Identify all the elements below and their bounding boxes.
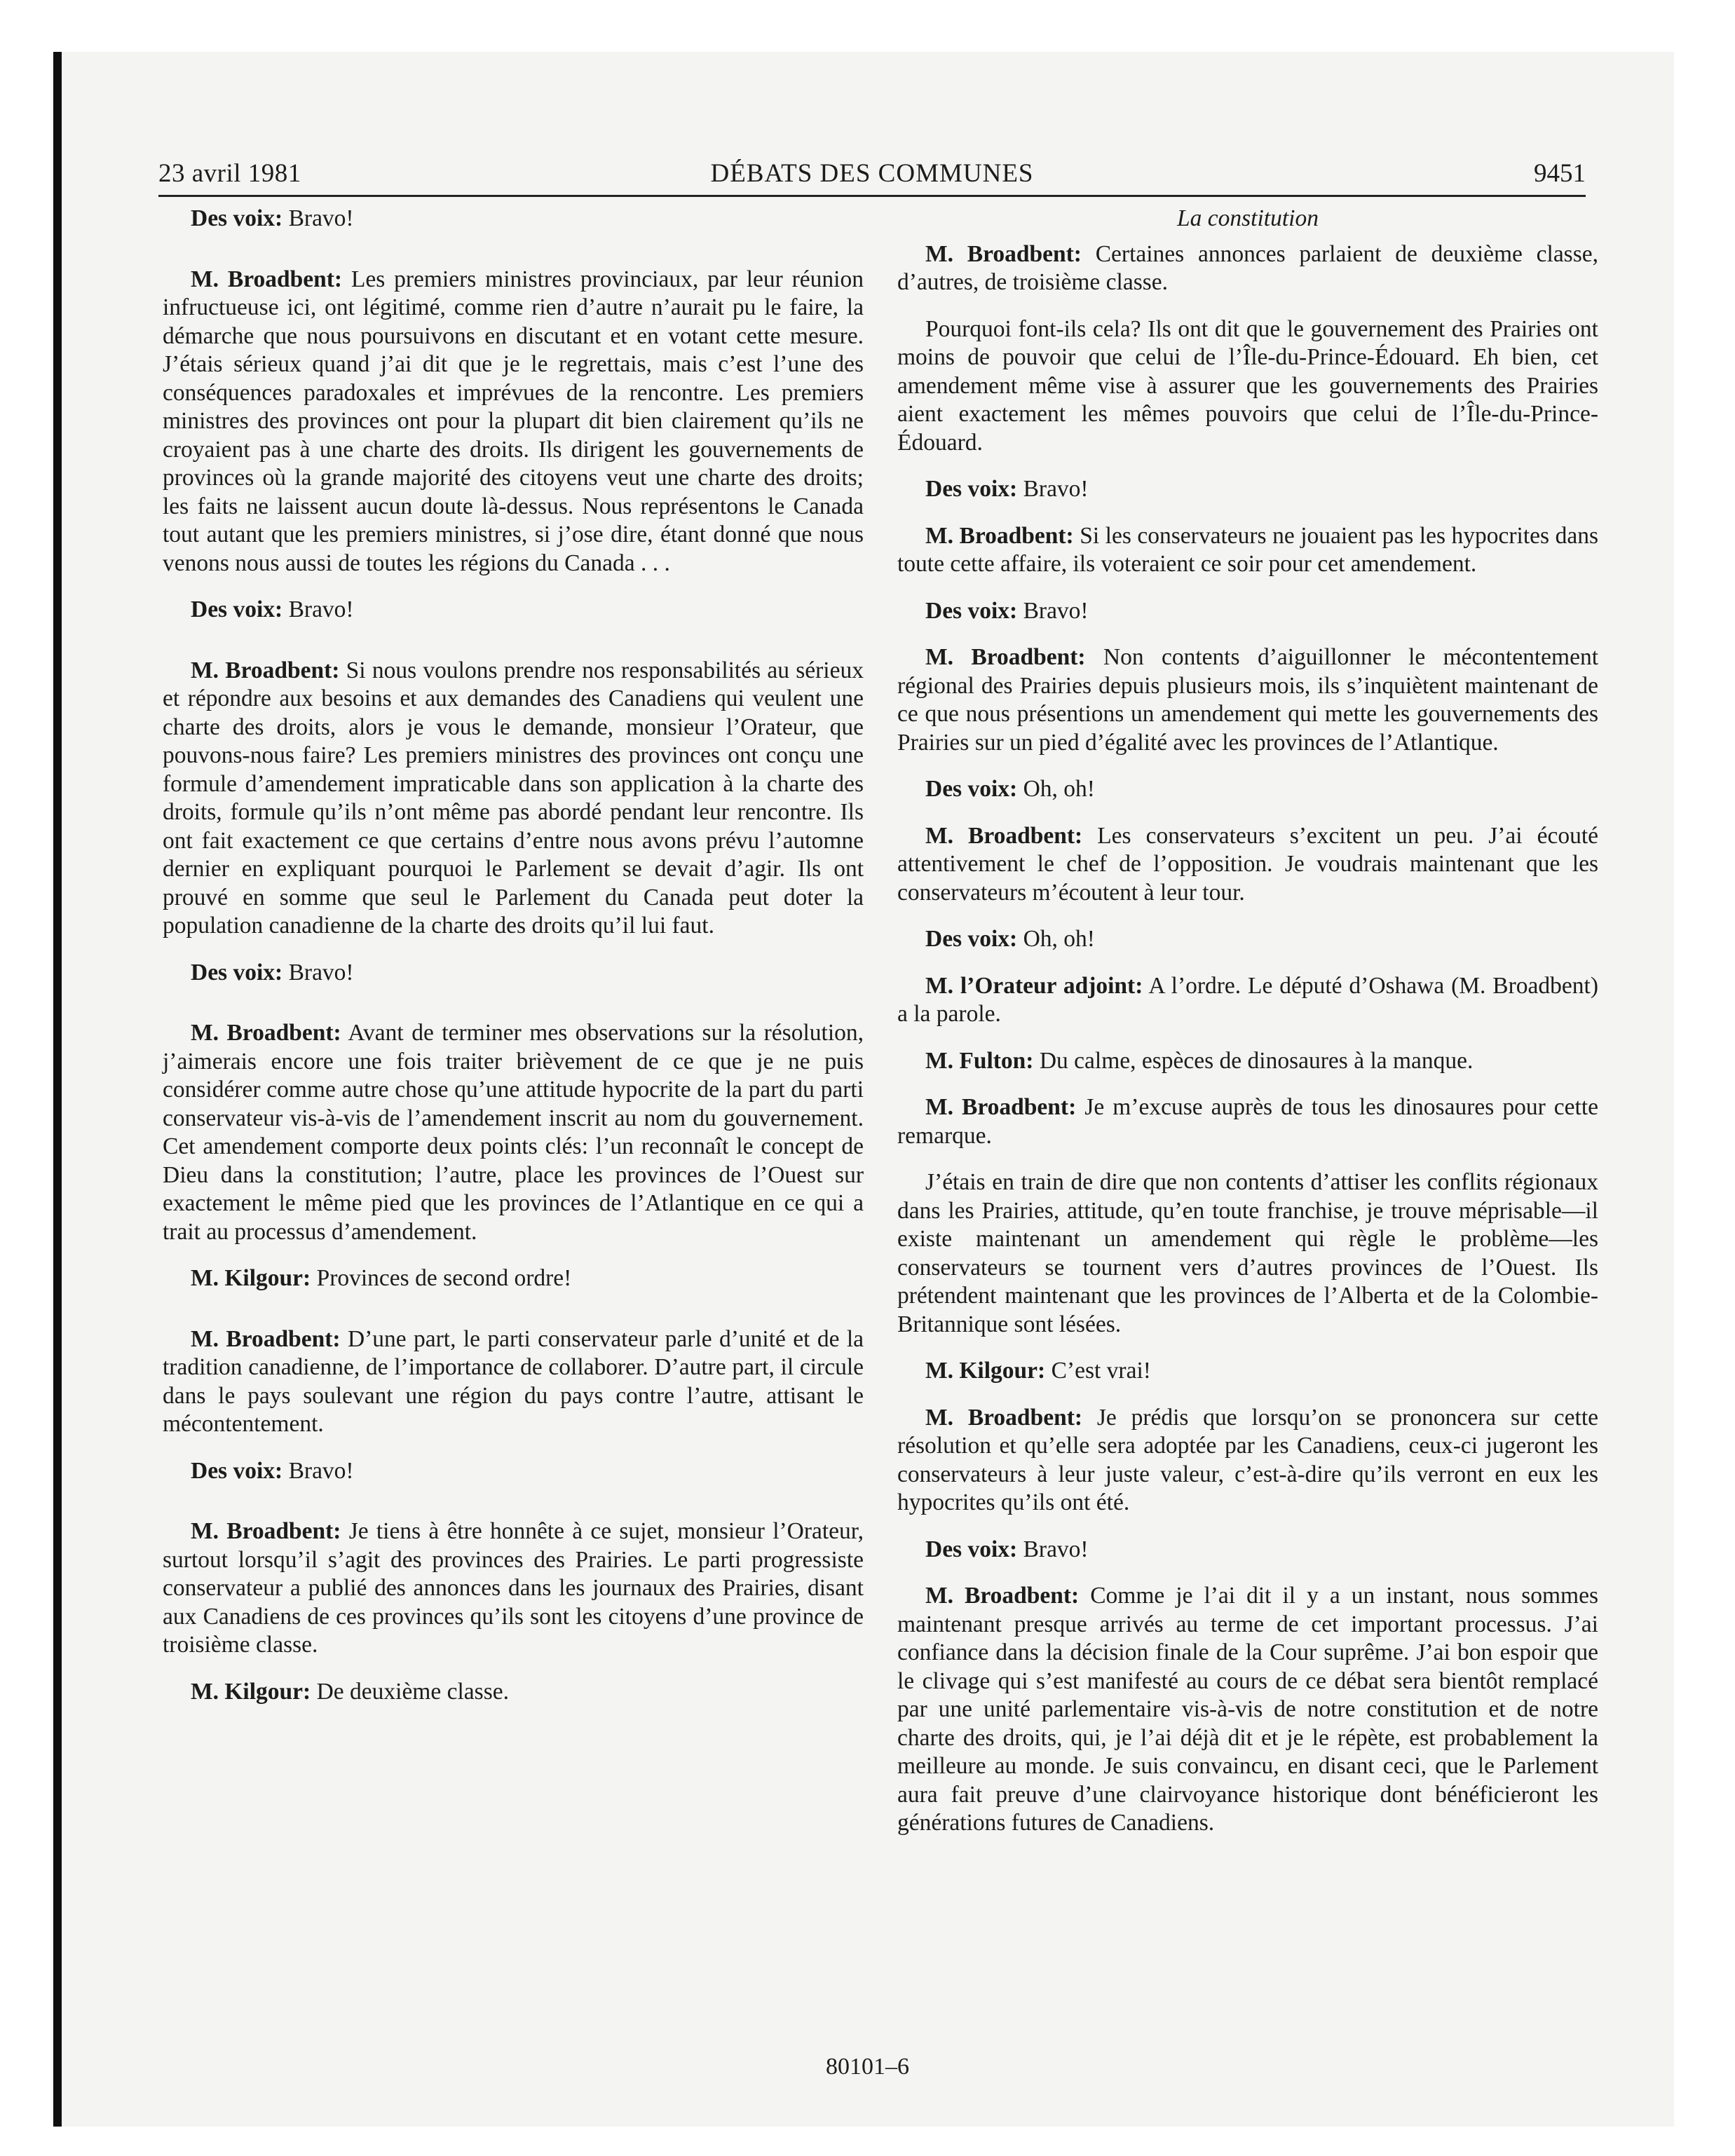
- header-date: 23 avril 1981: [158, 159, 301, 188]
- speech-text: Je tiens à être honnête à ce sujet, monsieur l’Orateur, surtout lorsqu’il s’agit des provinces des Prairies. Le parti progressiste conservateur a publié des annonces dans les journaux des Prairies, disant aux Canadiens de ces provinces qu’ils sont les citoyens d’une province de troisième classe.: [163, 1518, 864, 1658]
- speech-text: Si nous voulons prendre nos responsabilités au sérieux et répondre aux besoins et aux demandes des Canadiens qui veulent une charte des droits, alors je vous le demande, monsieur l’Orateur, que pouvons-nous faire? Les premiers ministres des provinces ont conçu une formule d’amendement impraticable dans son application à la charte des droits, formule qu’ils n’ont même pas abordé pendant leur rencontre. Ils ont fait exactement ce que certains d’entre nous avons prévu l’automne dernier en expliquant pourquoi le Parlement se devait d’agir. Ils ont prouvé en somme que seul le Parlement du Canada peut doter la population canadienne de la charte des droits qu’il lui faut.: [163, 657, 864, 939]
- speech-paragraph: [897, 597, 1598, 626]
- right-column: [897, 205, 1598, 1856]
- speaker-name: M. Broadbent:: [925, 822, 1083, 849]
- speaker-name: Des voix:: [925, 597, 1018, 624]
- speech-paragraph: [897, 1047, 1598, 1076]
- section-title: La constitution: [1177, 205, 1319, 231]
- speech-paragraph: [897, 775, 1598, 804]
- speech-text: Bravo!: [1023, 476, 1089, 502]
- speech-text: Certaines annonces parlaient de deuxième classe, d’autres, de troisième classe.: [897, 240, 1599, 295]
- speech-text: Bravo!: [288, 959, 354, 985]
- speech-paragraph: [163, 1457, 864, 1486]
- header-page-number: 9451: [1534, 159, 1586, 188]
- speech-text: Non contents d’aiguillonner le mécontentement régional des Prairies depuis plusieurs mois, ils s’inquiètent maintenant de ce que nous présentions un amendement qui mette les gouvernements des Prairies sur un pied d’égalité avec les provinces de l’Atlantique.: [897, 644, 1599, 756]
- speaker-name: M. Fulton:: [925, 1047, 1034, 1074]
- speech-text: Les premiers ministres provinciaux, par leur réunion infructueuse ici, ont légitimé, comme rien d’autre n’aurait pu le faire, la démarche que nous poursuivons en discutant et en votant cette mesure. J’étais sérieux quand j’ai dit que je le regrettais, mais c’est l’une des conséquences paradoxales et imprévues de la rencontre. Les premiers ministres des provinces ont pour la plupart dit bien clairement qu’ils ne croyaient pas à une charte des droits. Ils dirigent les gouvernements de provinces où la grande majorité des citoyens veut une charte des droits; les faits ne laissent aucun doute là-dessus. Nous représentons le Canada tout autant que les premiers ministres, si j’ose dire, étant donné que nous venons nous aussi de toutes les régions du Canada . . .: [163, 266, 864, 576]
- speaker-name: M. Broadbent:: [191, 1325, 341, 1352]
- speech-text: C’est vrai!: [1051, 1358, 1151, 1384]
- speaker-name: M. Broadbent:: [925, 1094, 1077, 1120]
- speech-text: Du calme, espèces de dinosaures à la manque.: [1039, 1047, 1474, 1074]
- speaker-name: Des voix:: [925, 476, 1018, 502]
- speech-text: De deuxième classe.: [316, 1678, 509, 1705]
- speaker-name: M. Broadbent:: [925, 522, 1074, 549]
- speaker-name: Des voix:: [925, 926, 1018, 952]
- speech-paragraph: [163, 1264, 864, 1293]
- speech-paragraph: [897, 1093, 1598, 1150]
- speaker-name: M. Broadbent:: [925, 1583, 1080, 1609]
- speech-paragraph: [897, 1582, 1598, 1838]
- speech-paragraph: [897, 1357, 1598, 1386]
- speech-paragraph: [163, 1019, 864, 1246]
- footer-code: 80101–6: [826, 2054, 909, 2080]
- speech-text: J’étais en train de dire que non contents d’attiser les conflits régionaux dans les Prairies, attitude, qu’en toute franchise, je trouve méprisable—il existe maintenant un amendement qui règle le problème—les conservateurs se tournent vers d’autres provinces de l’Ouest. Ils prétendent maintenant que les provinces de l’Alberta et de la Colombie-Britannique sont lésées.: [897, 1169, 1598, 1337]
- speech-text: Si les conservateurs ne jouaient pas les hypocrites dans toute cette affaire, ils voteraient ce soir pour cet amendement.: [897, 522, 1598, 577]
- speech-paragraph: [163, 205, 864, 233]
- speech-paragraph: [163, 1678, 864, 1707]
- speech-text: Bravo!: [1023, 1536, 1089, 1562]
- speaker-name: Des voix:: [925, 776, 1018, 802]
- speech-paragraph: [897, 475, 1598, 504]
- speech-text: Provinces de second ordre!: [316, 1265, 572, 1291]
- speaker-name: M. Broadbent:: [191, 266, 343, 292]
- speaker-name: M. Broadbent:: [925, 644, 1086, 670]
- speaker-name: M. Broadbent:: [191, 1020, 341, 1046]
- speech-text: Avant de terminer mes observations sur la résolution, j’aimerais encore une fois traiter brièvement de ce que je ne puis considérer comme autre chose qu’une attitude hypocrite de la part du parti conservateur vis-à-vis de l’amendement inscrit au nom du gouvernement. Cet amendement comporte deux points clés: l’un reconnaît le concept de Dieu dans la constitution; l’autre, place les provinces de l’Ouest sur exactement le même pied que les provinces de l’Atlantique en ce qui a trait au processus d’amendement.: [163, 1020, 864, 1245]
- speaker-name: Des voix:: [191, 1457, 283, 1484]
- left-column: [163, 205, 864, 1738]
- speaker-name: M. l’Orateur adjoint:: [925, 972, 1143, 999]
- header-title: DÉBATS DES COMMUNES: [710, 159, 1034, 188]
- speech-paragraph: [897, 315, 1598, 458]
- speech-text: Je prédis que lorsqu’on se prononcera sur cette résolution et qu’elle sera adoptée par les Canadiens, ceux-ci jugeront les conservateurs à leur juste valeur, c’est-à-dire qu’ils verront en eux les hypocrites qu’ils ont été.: [897, 1404, 1598, 1515]
- speech-paragraph: [163, 1517, 864, 1660]
- speech-paragraph: [163, 596, 864, 625]
- speech-paragraph: [163, 1325, 864, 1439]
- page-header: [158, 156, 1586, 197]
- speech-text: Comme je l’ai dit il y a un instant, nous sommes maintenant presque arrivés au terme de cet important processus. J’ai confiance dans la décision finale de la Cour suprême. J’ai bon espoir que le clivage qui s’est manifesté au cours de ce débat sera bientôt remplacé par une unité parlementaire vis-à-vis de notre constitution et de notre charte des droits, qui, je l’ai déjà dit et je le répète, est probablement la meilleure au monde. Je suis convaincu, en disant ceci, que le Parlement aura fait preuve d’une clairvoyance historique dont bénéficieront les générations futures de Canadiens.: [897, 1583, 1599, 1836]
- speech-text: Oh, oh!: [1023, 776, 1095, 802]
- speaker-name: M. Kilgour:: [191, 1678, 311, 1705]
- speaker-name: M. Broadbent:: [191, 1518, 341, 1544]
- speech-text: Oh, oh!: [1023, 926, 1095, 952]
- speech-text: Bravo!: [1023, 597, 1089, 624]
- speech-text: Pourquoi font-ils cela? Ils ont dit que le gouvernement des Prairies ont moins de pouvoir que celui de l’Île-du-Prince-Édouard. Eh bien, cet amendement même vise à assurer que les gouvernements des Prairies aient exactement les mêmes pouvoirs que celui de l’Île-du-Prince-Édouard.: [897, 315, 1598, 456]
- speech-text: Bravo!: [288, 1457, 354, 1484]
- speech-paragraph: [897, 822, 1598, 908]
- speech-paragraph: [897, 1404, 1598, 1517]
- speaker-name: Des voix:: [191, 205, 283, 231]
- speaker-name: Des voix:: [925, 1536, 1018, 1562]
- speech-paragraph: [163, 959, 864, 988]
- speech-paragraph: [897, 1168, 1598, 1339]
- speaker-name: M. Kilgour:: [925, 1358, 1046, 1384]
- speech-text: Je m’excuse auprès de tous les dinosaures pour cette remarque.: [897, 1094, 1598, 1149]
- speech-text: Les conservateurs s’excitent un peu. J’ai écouté attentivement le chef de l’opposition. Je voudrais maintenant que les conservateurs m’écoutent à leur tour.: [897, 822, 1599, 906]
- speech-paragraph: [897, 522, 1598, 579]
- speech-text: Bravo!: [288, 205, 354, 231]
- speech-text: D’une part, le parti conservateur parle d’unité et de la tradition canadienne, de l’importance de collaborer. D’autre part, il circule dans le pays soulevant une région du pays contre l’autre, attisant le mécontentement.: [163, 1325, 864, 1437]
- binding-edge: [53, 52, 62, 2127]
- speech-paragraph: [897, 925, 1598, 954]
- speaker-name: Des voix:: [191, 959, 283, 985]
- speech-text: A l’ordre. Le député d’Oshawa (M. Broadbent) a la parole.: [897, 972, 1599, 1027]
- speaker-name: M. Broadbent:: [925, 1404, 1083, 1431]
- speech-paragraph: [163, 266, 864, 578]
- speaker-name: Des voix:: [191, 596, 283, 622]
- speech-paragraph: [897, 643, 1598, 757]
- speech-paragraph: [897, 1536, 1598, 1564]
- speech-paragraph: [897, 240, 1598, 297]
- speech-paragraph: [897, 972, 1598, 1029]
- speaker-name: M. Broadbent:: [925, 240, 1082, 267]
- speaker-name: M. Kilgour:: [191, 1265, 311, 1291]
- speech-paragraph: [163, 657, 864, 941]
- speech-text: Bravo!: [288, 596, 354, 622]
- right-paragraphs: [897, 240, 1598, 1838]
- speaker-name: M. Broadbent:: [191, 657, 340, 683]
